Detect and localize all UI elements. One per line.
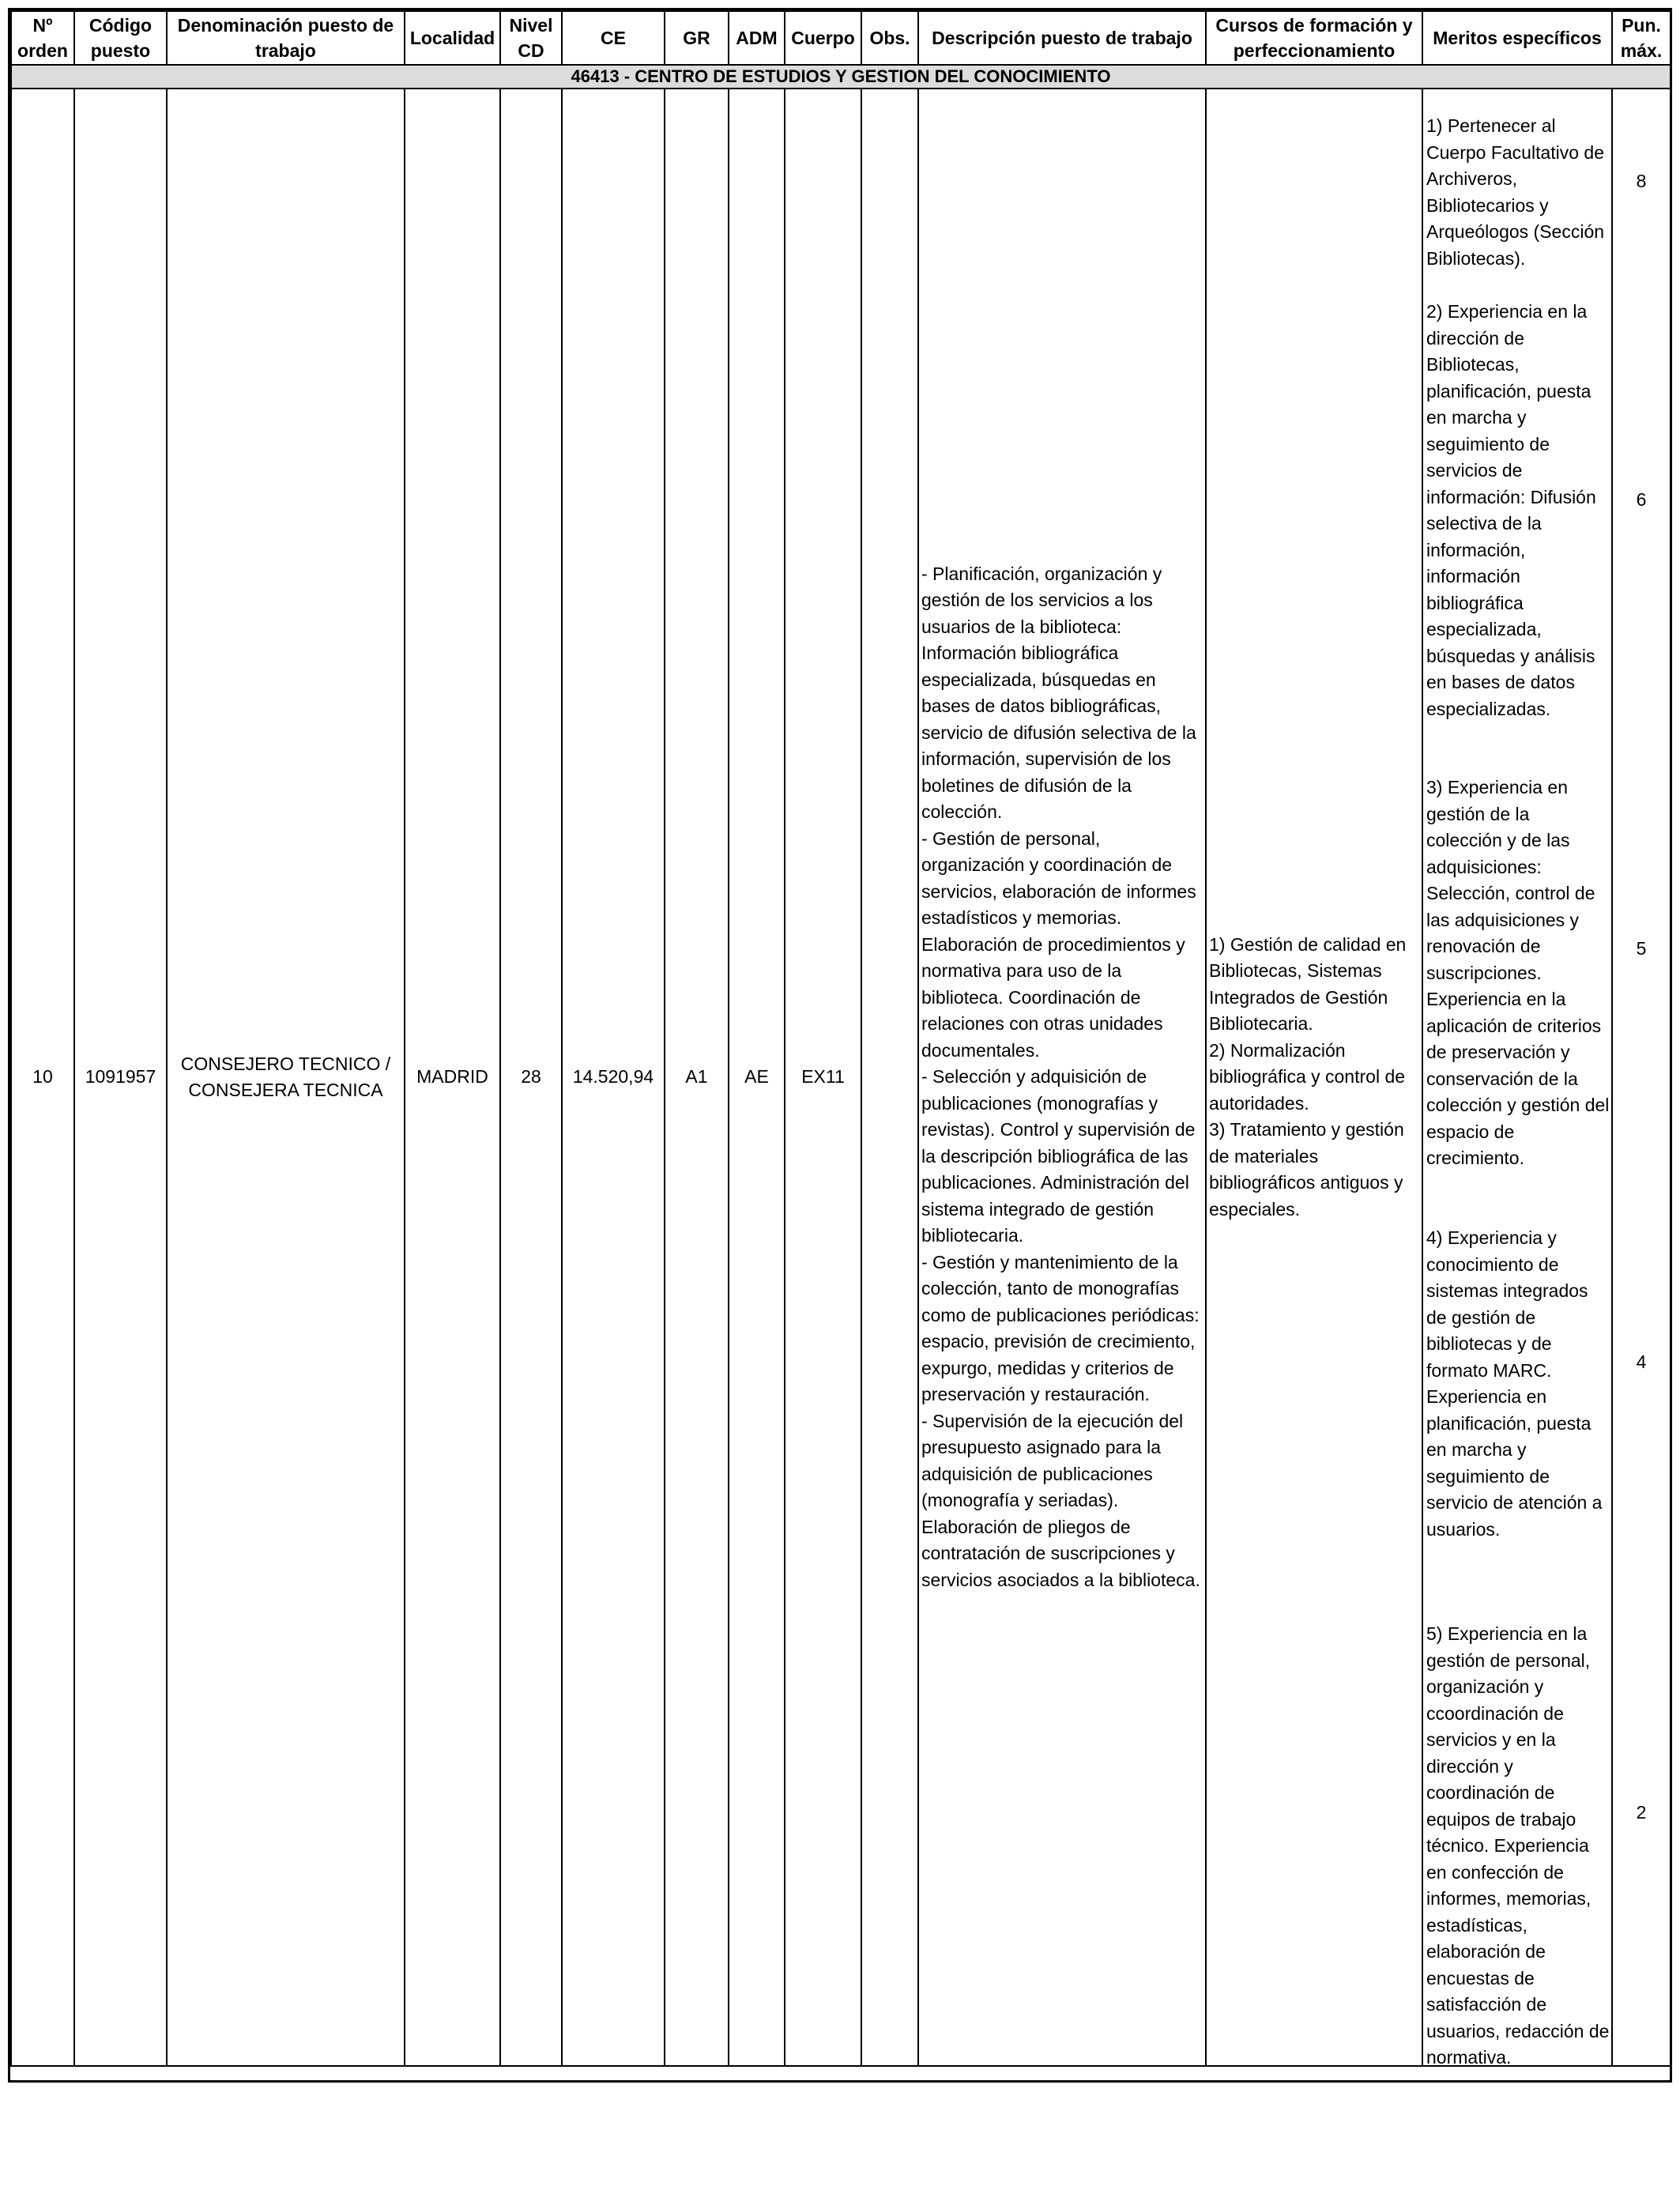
job-posting-sheet [8,8,1672,2083]
job-table [10,10,1671,2067]
merit-item-2: 2) Experiencia en la dirección de Bibliotecas, planificación, puesta en marcha y seguimiento de servicios de información: Difusión selectiva de la información, información bibliográfica especializada, búsquedas y análisis en bases de datos especializadas. [1426,301,1596,719]
header-obs: Obs. [861,11,918,65]
cell-obs [861,89,918,2066]
cell-cuerpo: EX11 [785,89,861,2066]
header-denominacion: Denominación puesto de trabajo [167,11,405,65]
header-cuerpo: Cuerpo [785,11,861,65]
header-row [11,11,1671,65]
cell-codigo: 1091957 [74,89,167,2066]
cell-puntos [1612,89,1671,2066]
section-row [11,65,1671,89]
merit-item-4: 4) Experiencia y conocimiento de sistemas integrados de gestión de bibliotecas y de formato MARC. Experiencia en planificación, puesta en marcha y seguimiento de servicio de atención a usuarios. [1426,1227,1603,1540]
section-title: 46413 - CENTRO DE ESTUDIOS Y GESTION DEL CONOCIMIENTO [11,65,1671,89]
table-row [11,89,1671,2066]
header-n-orden: Nº orden [11,11,74,65]
header-nivel: Nivel CD [500,11,562,65]
merit-points-3: 5 [1636,938,1647,959]
header-ce: CE [562,11,665,65]
header-localidad: Localidad [405,11,500,65]
header-adm: ADM [729,11,785,65]
header-cursos: Cursos de formación y perfeccionamiento [1206,11,1422,65]
cell-ce: 14.520,94 [562,89,665,2066]
merit-item-1: 1) Pertenecer al Cuerpo Facultativo de Archiveros, Bibliotecarios y Arqueólogos (Sección Bibliotecas). [1426,115,1605,269]
cell-gr: A1 [665,89,729,2066]
merit-points-2: 6 [1636,489,1647,510]
cell-meritos [1422,89,1612,2066]
cell-cursos: 1) Gestión de calidad en Bibliotecas, Sistemas Integrados de Gestión Bibliotecaria. 2) Normalización bibliográfica y control de autoridades. 3) Tratamiento y gestión de materiales bibliográficos antiguos y especiales. [1206,89,1422,2066]
cell-n-orden: 10 [11,89,74,2066]
header-puntos: Pun. máx. [1612,11,1671,65]
header-descripcion: Descripción puesto de trabajo [918,11,1206,65]
cell-descripcion: - Planificación, organización y gestión de los servicios a los usuarios de la biblioteca: Información bibliográfica especializada, búsquedas en bases de datos bibliográficas, servicio de difusión selectiva de la información, supervisión de los boletines de difusión de la colección. - Gestión de personal, organización y coordinación de servicios, elaboración de informes estadísticos y memorias. Elaboración de procedimientos y normativa para uso de la biblioteca. Coordinación de relaciones con otras unidades documentales. - Selección y adquisición de publicaciones (monografías y revistas). Control y supervisión de la descripción bibliográfica de las publicaciones. Administración del sistema integrado de gestión bibliotecaria. - Gestión y mantenimiento de la colección, tanto de monografías como de publicaciones periódicas: espacio, previsión de crecimiento, expurgo, medidas y criterios de preservación y restauración. - Supervisión de la ejecución del presupuesto asignado para la adquisición de publicaciones (monografía y seriadas). Elaboración de pliegos de contratación de suscripciones y servicios asociados a la biblioteca. [918,89,1206,2066]
cell-localidad: MADRID [405,89,500,2066]
header-meritos: Meritos específicos [1422,11,1612,65]
merit-points-5: 2 [1636,1802,1647,1823]
header-codigo: Código puesto [74,11,167,65]
merit-points-4: 4 [1636,1351,1647,1372]
cell-denominacion: CONSEJERO TECNICO / CONSEJERA TECNICA [167,89,405,2066]
merit-item-5: 5) Experiencia en la gestión de personal, organización y ccoordinación de servicios y en la dirección y coordinación de equipos de trabajo técnico. Experiencia en confección de informes, memorias, estadísticas, elaboración de encuestas de satisfacción de usuarios, redacción de normativa. [1426,1623,1610,2068]
merit-item-3: 3) Experiencia en gestión de la colección y de las adquisiciones: Selección, control de las adquisiciones y renovación de suscripciones. Experiencia en la aplicación de criterios de preservación y conservación de la colección y gestión del espacio de crecimiento. [1426,777,1610,1168]
cell-adm: AE [729,89,785,2066]
header-gr: GR [665,11,729,65]
cell-nivel: 28 [500,89,562,2066]
merit-points-1: 8 [1636,171,1647,191]
